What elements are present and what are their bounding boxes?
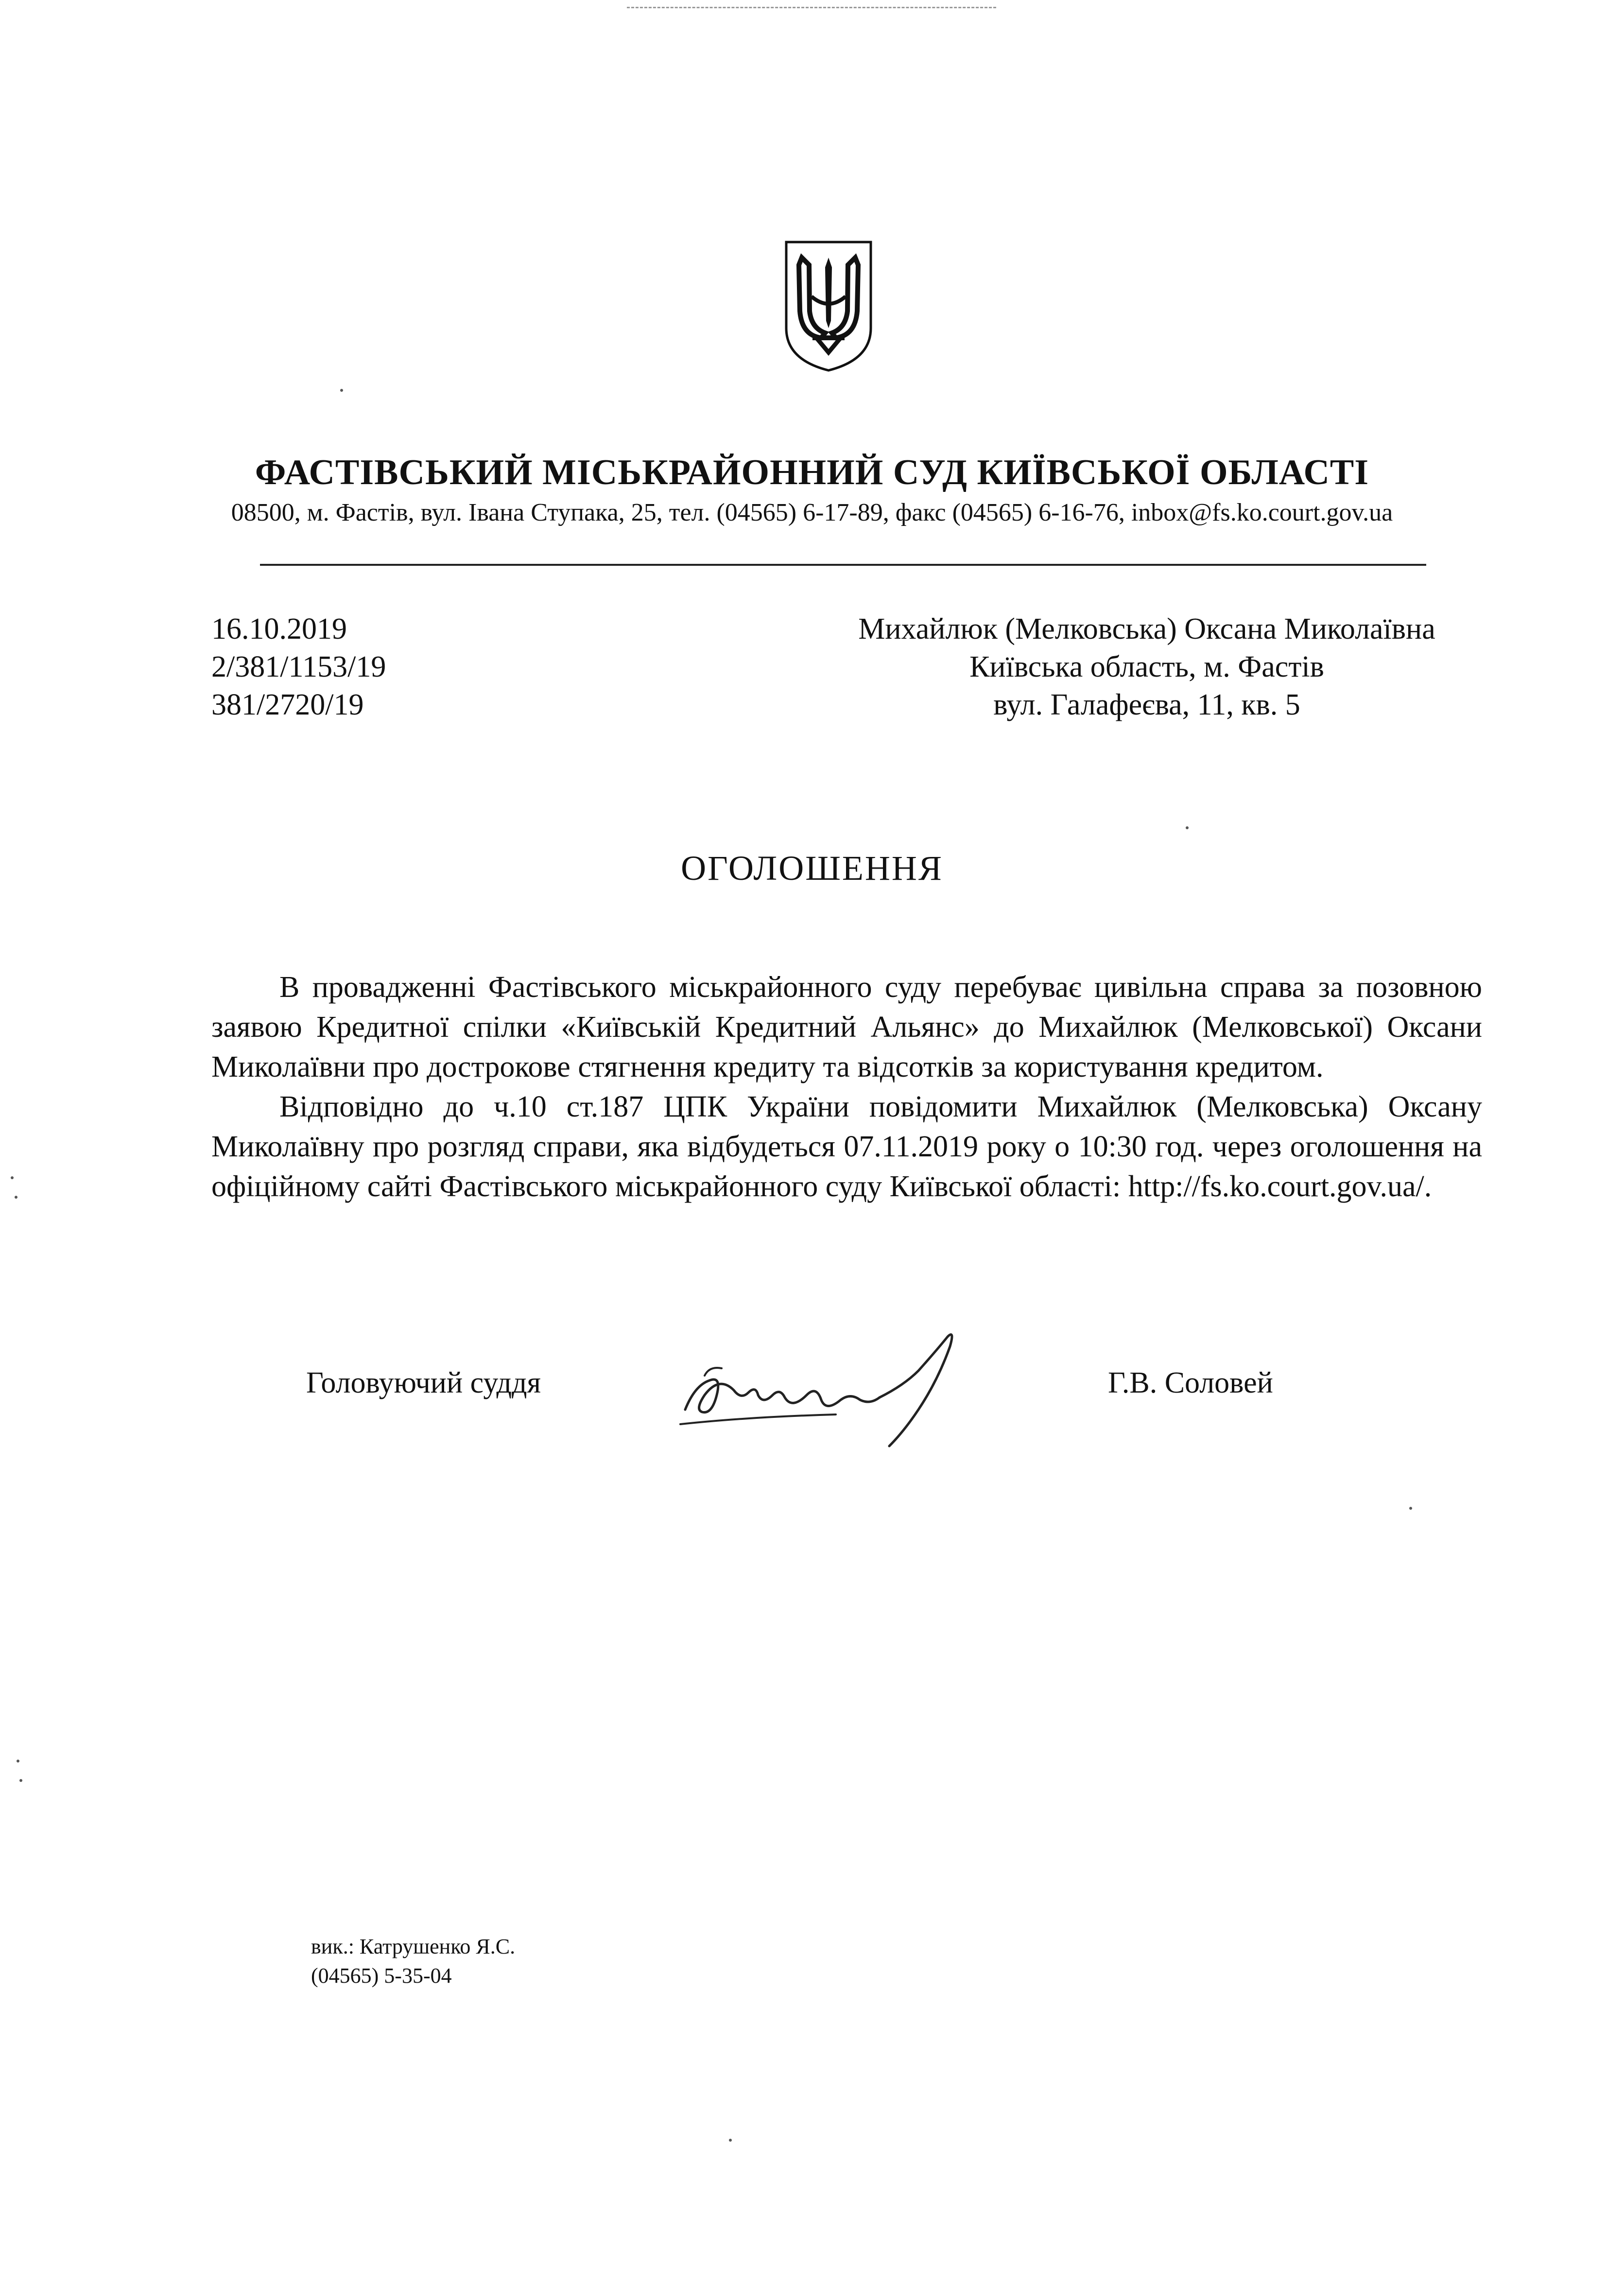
document-body — [211, 967, 1482, 1206]
recipient-street: вул. Галафеєва, 11, кв. 5 — [993, 688, 1300, 721]
executor-phone: (04565) 5-35-04 — [311, 1964, 452, 1988]
recipient-name: Михайлюк (Мелковська) Оксана Миколаївна — [858, 612, 1435, 646]
executor-name: вик.: Катрушенко Я.С. — [311, 1935, 516, 1958]
scan-speck — [15, 1196, 17, 1199]
body-paragraph: В провадженні Фастівського міськрайонного суду перебуває цивільна справа за позовною заявою Кредитної спілки «Київській Кредитний Альянс» до Михайлюк (Мелковської) Оксани Миколаївни про дострокове стягнення кредиту та відсотків за користування кредитом. — [211, 971, 1482, 1083]
scan-artifact-top — [627, 7, 996, 10]
signature-row — [0, 1327, 1624, 1453]
scan-speck — [1186, 826, 1189, 829]
court-name: ФАСТІВСЬКИЙ МІСЬКРАЙОННИЙ СУД КИЇВСЬКОЇ ОБЛАСТІ — [255, 453, 1369, 492]
case-number: 2/381/1153/19 — [211, 650, 386, 683]
document-meta — [211, 610, 386, 724]
scan-speck — [340, 389, 343, 392]
header-divider — [260, 564, 1426, 566]
scan-speck — [19, 1779, 22, 1782]
trident-emblem-icon — [782, 238, 875, 374]
signatory-role: Головуючий суддя — [306, 1366, 541, 1399]
body-paragraph: Відповідно до ч.10 ст.187 ЦПК України повідомити Михайлюк (Мелковська) Оксану Миколаївну про розгляд справи, яка відбудеться 07.11.2019 року о 10:30 год. через оголошення на офіційному сайті Фастівського міськрайонного суду Київської області: http://fs.ko.court.gov.ua/. — [211, 1090, 1482, 1203]
proceeding-number: 381/2720/19 — [211, 688, 364, 721]
scan-speck — [729, 2139, 732, 2142]
document-title: ОГОЛОШЕННЯ — [681, 849, 943, 888]
scan-speck — [11, 1176, 14, 1179]
recipient-block — [777, 610, 1516, 724]
handwritten-signature — [675, 1327, 977, 1448]
court-address: 08500, м. Фастів, вул. Івана Ступака, 25, тел. (04565) 6-17-89, факс (04565) 6-16-76, inbox@fs.ko.court.gov.ua — [231, 499, 1393, 526]
document-date: 16.10.2019 — [211, 612, 347, 646]
scan-speck — [17, 1760, 19, 1762]
recipient-region: Київська область, м. Фастів — [969, 650, 1324, 683]
executor-block — [311, 1932, 515, 1990]
scan-speck — [1409, 1507, 1412, 1510]
signatory-name: Г.В. Соловей — [1108, 1366, 1273, 1399]
